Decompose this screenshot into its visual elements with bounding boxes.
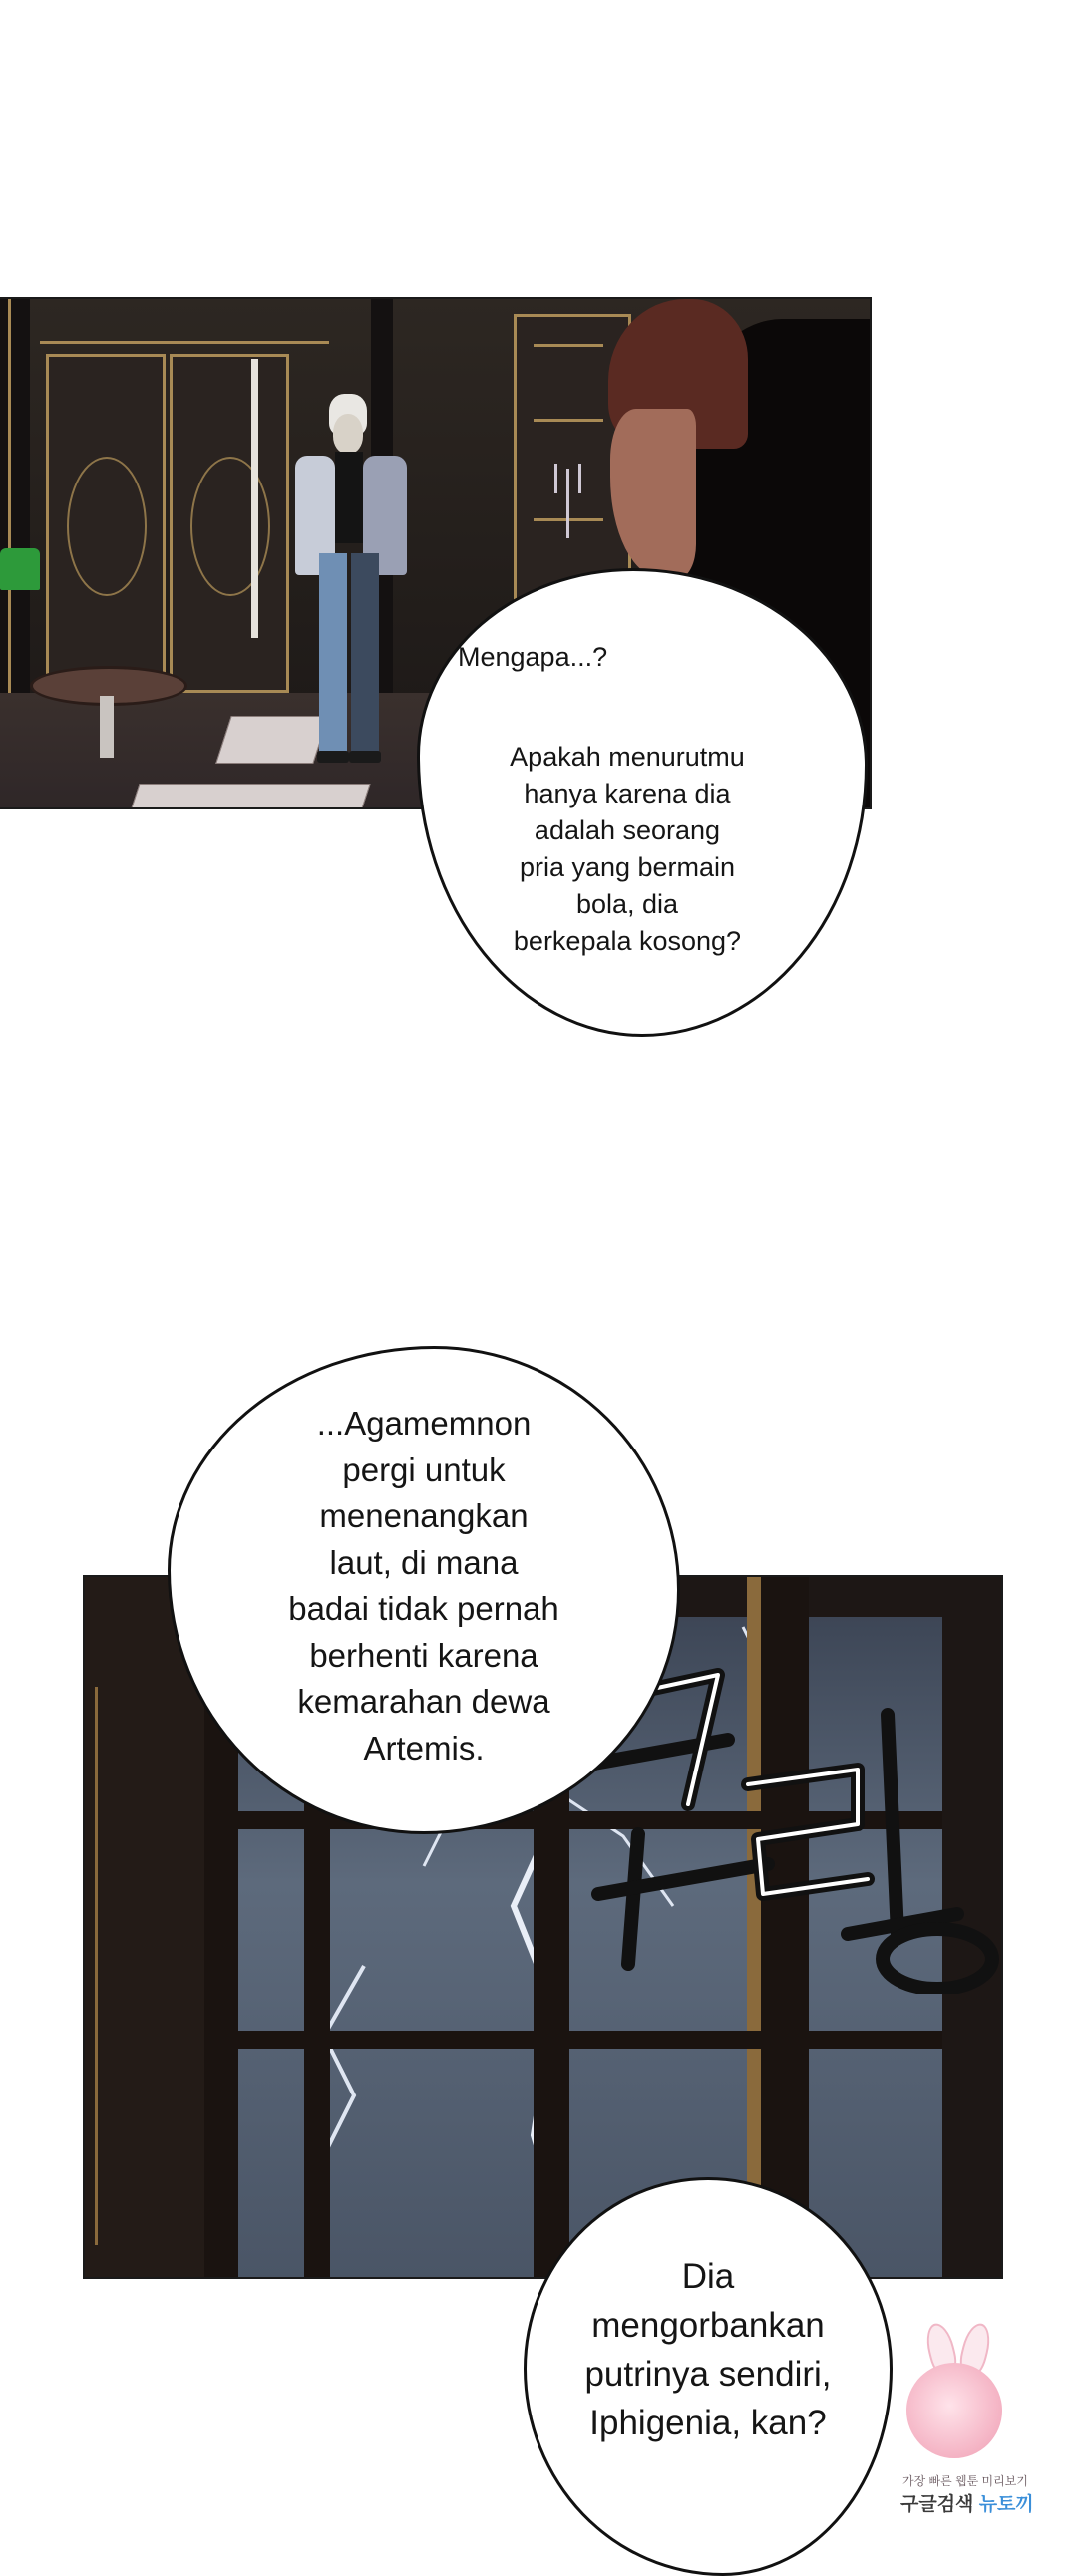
standing-man [289,394,419,773]
door-left [46,354,166,693]
bubble-3-line: Dia [681,2257,735,2296]
speech-bubble-3 [524,2177,893,2576]
man-shoe [317,751,349,763]
door-ornament [190,457,270,596]
door-ornament [67,457,147,596]
bubble-3-line: mengorbankan [591,2306,825,2345]
man-head [333,414,363,454]
gold-trim [534,344,603,347]
bubble-2-line: berhenti karena [309,1636,538,1674]
bubble-2-line: kemarahan dewa [297,1683,550,1720]
candelabra [578,464,581,493]
watermark-title [900,2489,1034,2516]
watermark-tagline: 가장 빠른 웹툰 미리보기 [902,2474,1028,2488]
watermark-title-part: 구글검색 [900,2494,979,2515]
bubble-3-line: putrinya sendiri, [584,2355,832,2394]
bubble-1-line: bola, dia [575,889,679,919]
sfx-glyph-1 [628,1834,638,1964]
green-lamp [0,548,40,590]
bubble-2-line: Artemis. [363,1729,485,1767]
bubble-3-paragraph [527,2252,890,2447]
bubble-3-line: Iphigenia, kan? [589,2404,827,2442]
man-leg [351,553,379,753]
man-leg [319,553,347,753]
sfx-glyph-3 [883,1929,992,1989]
window-mullion [304,1776,330,2279]
site-watermark [893,2323,1077,2524]
window-transom [224,2031,942,2049]
door-right [170,354,289,693]
bubble-1-line: Mengapa...? [458,642,608,672]
candelabra [554,464,557,493]
gold-trim [534,419,603,422]
bunny-mascot-icon [906,2363,1002,2458]
bubble-2-line: laut, di mana [329,1543,519,1581]
gold-trim [95,1687,98,2245]
bubble-2-line: ...Agamemnon [316,1405,532,1442]
gold-trim [40,341,329,344]
bubble-1-line: hanya karena dia [524,779,731,808]
open-book [130,784,370,809]
watermark-brand: 뉴토끼 [978,2494,1034,2515]
gold-trim [8,299,11,698]
bubble-2-line: menenangkan [319,1497,529,1534]
bubble-2-line: badai tidak pernah [288,1590,559,1627]
man-shoe [349,751,381,763]
speech-bubble-2 [168,1346,680,1834]
bubble-2-paragraph [171,1401,677,1771]
door-gap-light [251,359,258,638]
sfx-glyph-1 [598,1864,768,1894]
bubble-1-line: adalah seorang [534,815,721,845]
bubble-1-line: Apakah menurutmu [510,742,745,772]
bubble-2-line: pergi untuk [342,1450,506,1488]
bubble-1-line: berkepala kosong? [513,926,742,956]
speech-bubble-1 [417,568,868,1037]
bubble-1-paragraph [478,739,777,960]
bubble-1-line: pria yang bermain [519,852,736,882]
table-leg [100,696,114,758]
man-turtleneck [335,452,363,543]
sfx-glyph-2 [888,1715,898,1934]
candelabra [566,469,569,538]
